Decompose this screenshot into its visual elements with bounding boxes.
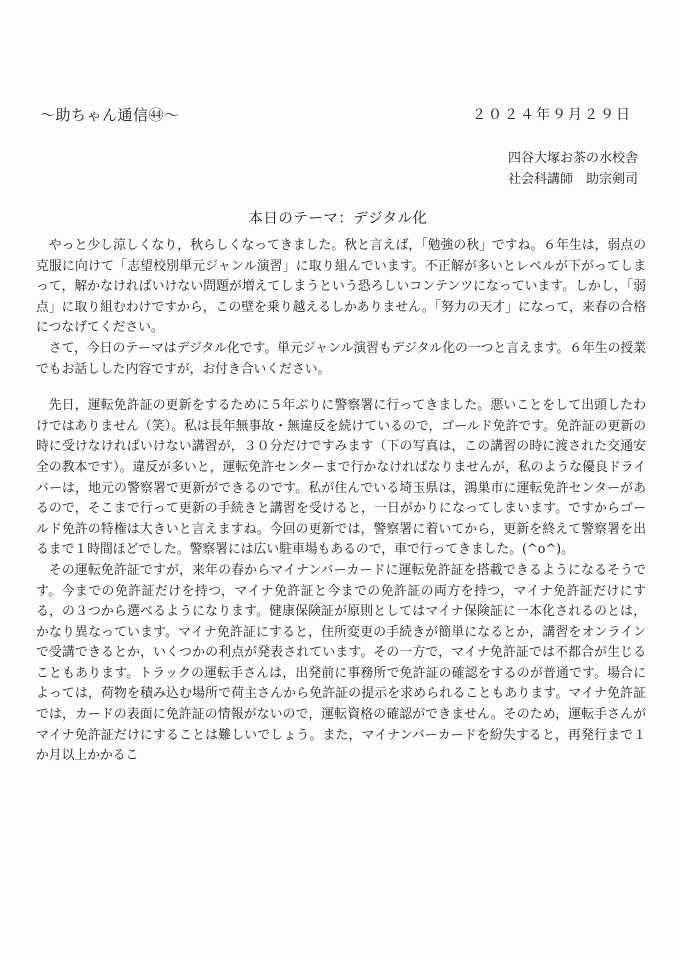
- newsletter-title: ～助ちゃん通信㊹～: [40, 106, 180, 124]
- issue-date: ２０２４年９月２９日: [472, 107, 632, 123]
- theme-heading: 本日のテーマ：デジタル化: [248, 211, 428, 227]
- teacher-name: 社会科講師 助宗剣司: [507, 172, 638, 187]
- paragraph: やっと少し涼しくなり，秋らしくなってきました。秋と言えば，「勉強の秋」ですね。６年生は，弱点の克服に向けて「志望校別単元ジャンル演習」に取り組んでいます。不正解が多いとレベルが下がってしまって，解かなければいけない問題が増えてしまうという恐ろしいコンテンツになっています。しかし，「弱点」に取り組むわけですから，この壁を乗り越えるしかありません。「努力の天才」になって，来春の合格につなげてください。: [36, 238, 646, 336]
- article-body: [36, 236, 646, 767]
- paragraph: 先日，運転免許証の更新をするために５年ぶりに警察署に行ってきました。悪いことをして出頭したわけではありません（笑）。私は長年無事故・無違反を続けているので，ゴールド免許です。免許証の更新の時に受けなければいけない講習が，３０分だけですみます（下の写真は，この講習の時に渡された交通安全の教本です）。違反が多いと，運転免許センターまで行かなければなりませんが，私のような優良ドライバーは，地元の警察署で更新ができるのです。私が住んでいる埼玉県は，鴻巣市に運転免許センターがあるので，そこまで行って更新の手続きと講習を受けると，一日がかりになってしまいます。ですからゴールド免許の特権は大きいと言えますね。今回の更新では，警察署に着いてから，更新を終えて警察署を出るまで１時間ほどでした。警察署には広い駐車場もあるので，車で行ってきました。(^o^)。: [36, 398, 647, 558]
- school-name: 四谷大塚お茶の水校舎: [507, 151, 638, 166]
- paragraph: その運転免許証ですが，来年の春からマイナンバーカードに運転免許証を搭載できるようになるそうです。今までの免許証だけを持つ，マイナ免許証と今までの免許証の両方を持つ，マイナ免許証だけにする，の３つから選べるようになります。健康保険証が原則としてはマイナ保険証に一本化されるのとは，かなり異なっています。マイナ免許証にすると，住所変更の手続きが簡単になるとか，講習をオンラインで受講できるとか，いくつかの利点が発表されています。その一方で，マイナ免許証では不都合が生じることもあります。トラックの運転手さんは，出発前に事務所で免許証の確認をするのが普通です。場合によっては，荷物を積み込む場所で荷主さんから免許証の提示を求められることもあります。マイナ免許証では，カードの表面に免許証の情報がないので，運転資格の確認ができません。そのため，運転手さんがマイナ免許証だけにすることは難しいでしょう。また，マイナンバーカードを紛失すると，再発行まで１か月以上かかるこ: [36, 562, 646, 764]
- author-affiliation: [508, 148, 638, 190]
- paragraph: さて，今日のテーマはデジタル化です。単元ジャンル演習もデジタル化の一つと言えます。６年生の授業でもお話しした内容ですが，お付き合いください。: [36, 340, 646, 377]
